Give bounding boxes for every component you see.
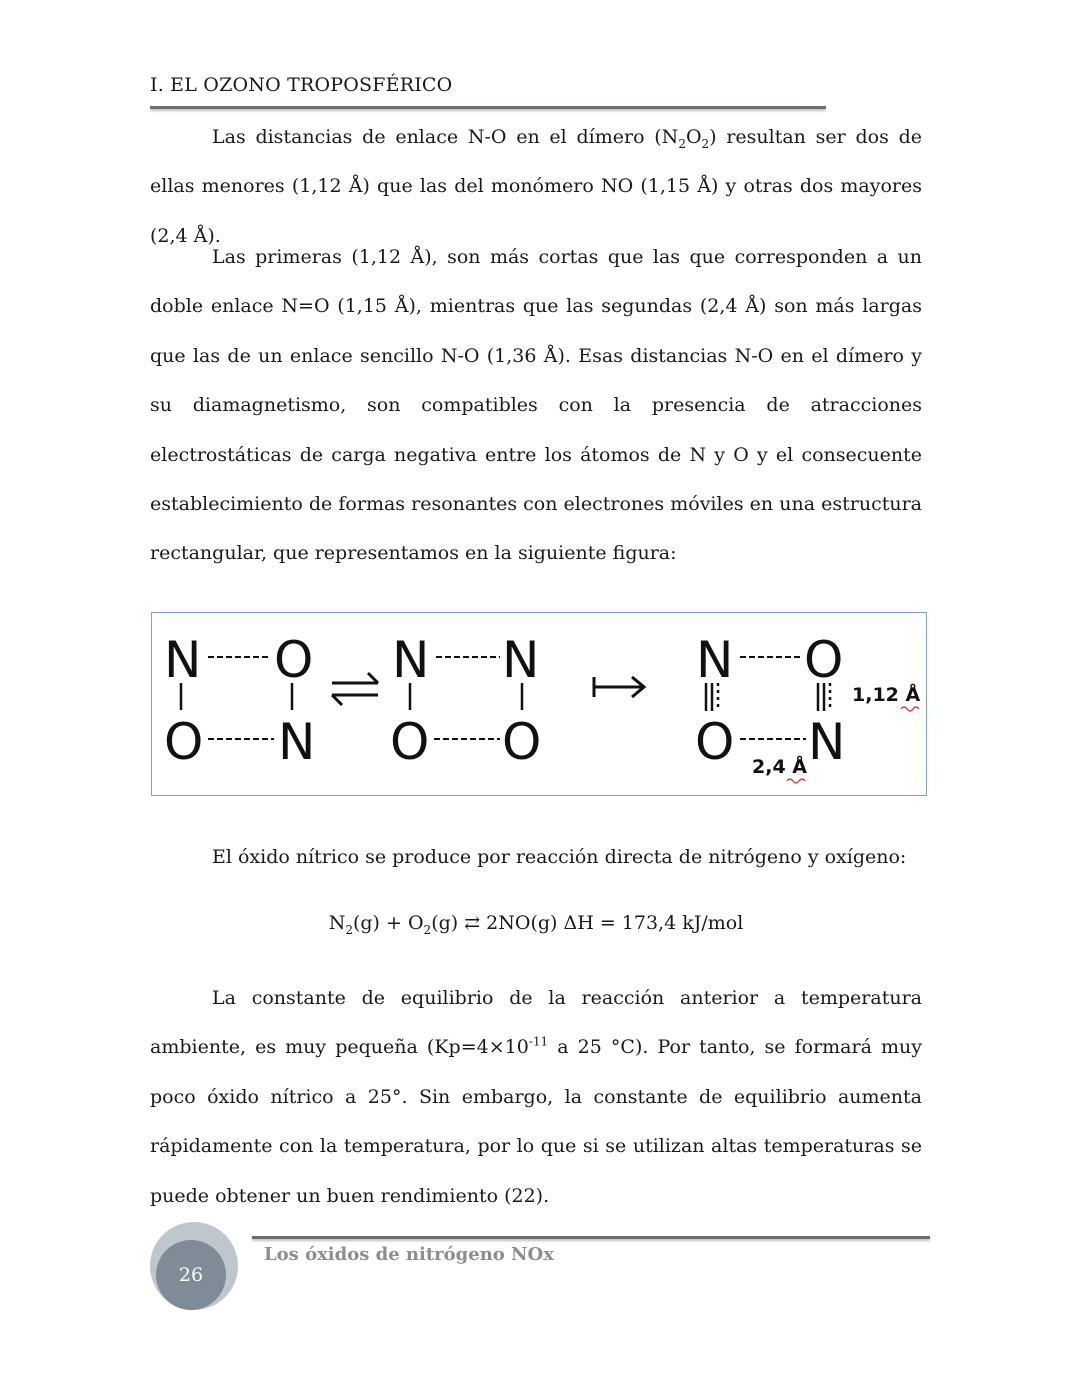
page-number: 26: [156, 1240, 226, 1310]
eq-subscript-1: 2: [345, 922, 353, 937]
p4-superscript: -11: [528, 1035, 549, 1050]
eq-subscript-2: 2: [423, 922, 432, 937]
footer-rule: [252, 1236, 930, 1239]
long-bond-spellcheck-underline: [787, 779, 805, 783]
s1-top-right-atom: O: [274, 631, 314, 689]
eq-part-c: (g) ⇄ 2NO(g) ΔH = 173,4 kJ/mol: [431, 912, 744, 934]
s2-top-left-atom: N: [392, 631, 430, 689]
s3-top-right-atom: O: [804, 631, 844, 689]
reaction-equation: [150, 912, 922, 937]
structure-1: [164, 631, 315, 771]
structure-3: [695, 631, 920, 783]
p1-subscript-2: 2: [701, 136, 710, 151]
paragraph-equilibrium-constant: [150, 974, 922, 1221]
s1-bottom-left-atom: O: [164, 713, 204, 771]
p1-text-c: ) resultan ser dos de ellas menores (1,12 Å) que las del monómero NO (1,15 Å) y otras dos mayores (2,4 Å).: [150, 126, 922, 247]
s1-bottom-right-atom: N: [278, 713, 316, 771]
running-footer-title: Los óxidos de nitrógeno NOx: [264, 1244, 554, 1265]
eq-part-a: N: [328, 912, 346, 934]
p4-text-a: La constante de equilibrio de la reacción anterior a temperatura ambiente, es muy pequeña (Kp=4×10: [150, 987, 922, 1059]
p1-text-a: Las distancias de enlace N-O en el dímero (N: [212, 126, 679, 148]
short-bond-spellcheck-underline: [901, 707, 919, 711]
paragraph-resonance: Las primeras (1,12 Å), son más cortas que las que corresponden a un doble enlace N=O (1,15 Å), mientras que las segundas (2,4 Å) son más largas que las de un enlace sencillo N-O (1,36 Å). Esas distancias N-O en el dímero y su diamagnetismo, son compatibles con la presencia de atracciones electrostáticas de carga negativa entre los átomos de N y O y el consecuente establecimiento de formas resonantes con electrones móviles en una estructura rectangular, que representamos en la siguiente figura:: [150, 246, 922, 565]
dimer-resonance-diagram: [152, 613, 926, 795]
header-rule: [150, 106, 826, 109]
eq-part-b: (g) + O: [352, 912, 424, 934]
s1-top-left-atom: N: [164, 631, 202, 689]
p4-text-b: a 25 °C). Por tanto, se formará muy poco óxido nítrico a 25°. Sin embargo, la constante de equilibrio aumenta rápidamente con la temperatura, por lo que si se utilizan altas temperaturas se puede obtener un buen rendimiento (22).: [150, 1036, 922, 1207]
paragraph-nitric-oxide-production: El óxido nítrico se produce por reacción directa de nitrógeno y oxígeno:: [212, 846, 907, 868]
label-long-bond-distance: 2,4 Å: [752, 756, 807, 778]
s2-bottom-left-atom: O: [390, 713, 430, 771]
s2-top-right-atom: N: [502, 631, 540, 689]
p1-text-b: O: [685, 126, 702, 148]
maps-to-arrow-icon: [594, 677, 644, 697]
s2-bottom-right-atom: O: [502, 713, 542, 771]
label-short-bond-distance: 1,12 Å: [852, 684, 921, 706]
s3-bottom-left-atom: O: [695, 713, 735, 771]
s3-bottom-right-atom: N: [808, 713, 846, 771]
equilibrium-arrow-icon: [332, 673, 378, 705]
dimer-resonance-figure: [151, 612, 927, 796]
running-header-title: I. EL OZONO TROPOSFÉRICO: [150, 74, 453, 96]
s3-top-left-atom: N: [696, 631, 734, 689]
p1-subscript-1: 2: [678, 136, 686, 151]
structure-2: [390, 631, 541, 771]
